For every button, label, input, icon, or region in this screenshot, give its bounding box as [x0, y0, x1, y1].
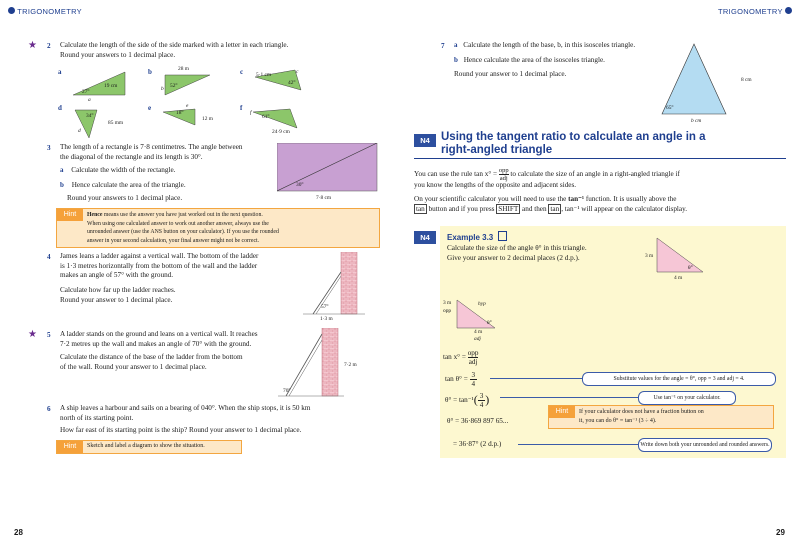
tri-b-var: b — [161, 86, 164, 92]
q4-text: James leans a ladder against a vertical wall. The bottom of the ladder is 1·3 metres horizontally from the bottom of the wall and the ladder makes an angle of 57° with the ground. — [60, 252, 259, 280]
q2-triangles — [55, 62, 375, 144]
ladder-base-q4: 1·3 m — [320, 316, 333, 322]
section-rule — [414, 158, 786, 159]
tan-key: tan — [416, 205, 425, 213]
intro-p2-line2: tan button and if you press SHIFT and then tan , tan⁻¹ will appear on the calculator display. — [416, 205, 688, 213]
isosceles-triangle — [650, 42, 750, 118]
tri-a-side: 19 cm — [104, 83, 118, 89]
triangle-f — [253, 109, 297, 128]
q5-instruction: Calculate the distance of the base of the ladder from the bottom of the wall. Round your answer to 1 decimal place. — [60, 353, 243, 371]
connector-line — [500, 397, 638, 398]
q7-part-b: b Hence calculate the area of the isosceles triangle. — [454, 56, 605, 64]
question-number: 2 — [47, 42, 51, 50]
question-number: 6 — [47, 405, 51, 413]
q7-part-a: a Calculate the length of the base, b, in this isosceles triangle. — [454, 41, 636, 49]
tri-e-angle: 18° — [176, 110, 184, 116]
small-theta: θ° — [487, 320, 492, 326]
running-header-left: TRIGONOMETRY — [8, 7, 82, 16]
tri-b-side: 28 m — [178, 66, 189, 72]
callout-answers: Write down both your unrounded and rounded answers. — [638, 438, 772, 452]
tri-d-var: d — [78, 128, 81, 134]
example-adj: 4 m — [674, 275, 683, 281]
section-tag: N4 — [414, 134, 436, 147]
q6-text: A ship leaves a harbour and sails on a bearing of 040°. When the ship stops, it is 50 km north of its starting point. — [60, 404, 311, 422]
tri-d-letter: d — [58, 104, 62, 112]
isosceles-angle: 65° — [666, 105, 674, 111]
tri-e-var: e — [186, 103, 189, 109]
rect-angle: 30° — [296, 182, 304, 188]
small-opp: 3 m — [443, 300, 452, 306]
hint-tag: Hint — [57, 209, 83, 221]
star-icon: ★ — [28, 329, 37, 340]
callout-tan-inverse: Use tan⁻¹ on your calculator. — [638, 391, 736, 405]
example-tag: N4 — [414, 231, 436, 244]
hint-tag: Hint — [549, 406, 575, 418]
bullet-icon — [8, 7, 15, 14]
tri-f-side: 24·9 cm — [272, 129, 290, 135]
small-hyp: hyp — [478, 301, 486, 307]
hint-box: Hint If your calculator does not have a fraction button on it, you can do θ° = tan⁻¹ (3 ÷ 4). — [548, 405, 774, 429]
hint-box: Hint Hence means use the answer you have just worked out in the next question. When using one calculated answer to work out another answer, always use the unrounded answer (use the ANS button on your calculator). If you use the rounded answer in your second calculation, your final answer might not be correct. — [56, 208, 380, 248]
small-opp-label: opp — [443, 308, 452, 314]
tri-d-side: 85 mm — [108, 120, 124, 126]
calculator-icon — [498, 231, 507, 241]
isosceles-side: 8 cm — [741, 77, 752, 83]
tri-d-angle: 34° — [86, 113, 94, 119]
star-icon: ★ — [28, 40, 37, 51]
page-number-right: 29 — [776, 528, 785, 537]
tri-b-letter: b — [148, 68, 152, 76]
question-number: 7 — [441, 42, 445, 50]
example-prompt: Calculate the size of the angle θ° in this triangle. Give your answer to 2 decimal places (2 d.p.). — [447, 244, 587, 262]
intro-p2: On your scientific calculator you will need to use the tan⁻¹ function. It is usually above the — [414, 195, 677, 203]
hint-tag: Hint — [57, 441, 83, 453]
tri-a-angle: 27° — [82, 89, 90, 95]
tri-a-letter: a — [58, 68, 62, 76]
step-1: tan x° = opp adj — [443, 349, 479, 366]
intro-p1: You can use the rule tan x° = opp adj to calculate the size of an angle in a right-angled triangle if — [414, 167, 680, 182]
tri-a-var: a — [88, 97, 91, 103]
running-header-right: TRIGONOMETRY — [718, 7, 792, 16]
tri-b-angle: 52° — [170, 83, 178, 89]
tri-f-letter: f — [240, 104, 243, 112]
small-adj: 4 m — [474, 329, 483, 335]
callout-substitute: Substitute values for the angle = θ°, opp = 3 and adj = 4. — [582, 372, 776, 386]
rect-length: 7·8 cm — [316, 195, 332, 201]
tri-f-var: f — [250, 110, 252, 116]
q3-round: Round your answers to 1 decimal place. — [67, 194, 183, 202]
step-2: tan θ° = $\frac{3}{4}$ — [445, 371, 476, 388]
q4-instruction: Calculate how far up the ladder reaches. Round your answer to 1 decimal place. — [60, 286, 176, 304]
step-4: θ° = 36·869 897 65... — [447, 417, 509, 425]
q5-text: A ladder stands on the ground and leans on a vertical wall. It reaches 7·2 metres up the wall and makes an angle of 70° with the ground. — [60, 330, 258, 348]
step-3: θ° = tan⁻¹( $\frac{3}{4}$ ) — [445, 392, 490, 409]
q3-part-a: a Calculate the width of the rectangle. — [60, 166, 176, 174]
hint-box: Hint Sketch and label a diagram to show the situation. — [56, 440, 242, 454]
tri-e-letter: e — [148, 104, 152, 112]
rectangle-diagram — [277, 143, 379, 203]
example-triangle — [655, 236, 735, 278]
question-number: 4 — [47, 253, 51, 261]
connector-line — [490, 378, 582, 379]
ladder-height-q5: 7·2 m — [344, 362, 357, 368]
tri-c-letter: c — [240, 68, 244, 76]
intro-p1-line2: you know the lengths of the opposite and adjacent sides. — [414, 181, 577, 189]
ladder-angle-q4: 57° — [321, 304, 329, 310]
connector-line — [518, 444, 638, 445]
q3-text: The length of a rectangle is 7·8 centimetres. The angle between the diagonal of the rectangle and its length is 30°. — [60, 143, 243, 161]
tri-c-angle: 42° — [288, 80, 296, 86]
ladder-diagram-q4 — [295, 252, 375, 326]
bullet-icon — [785, 7, 792, 14]
q6-instruction: How far east of its starting point is the ship? Round your answer to 1 decimal place. — [60, 426, 302, 434]
q2-text: Calculate the length of the side of the side marked with a letter in each triangle. Round your answers to 1 decimal place. — [60, 41, 289, 59]
question-number: 3 — [47, 144, 51, 152]
example-opp: 3 m — [645, 253, 654, 259]
shift-key: SHIFT — [498, 205, 519, 213]
step-5: = 36·87° (2 d.p.) — [453, 440, 502, 448]
example-title: Example 3.3 — [447, 231, 507, 242]
tri-c-var: c — [296, 69, 299, 75]
tan-key: tan — [550, 205, 560, 213]
q3-part-b: b Hence calculate the area of the triangle. — [60, 181, 186, 189]
section-title: Using the tangent ratio to calculate an angle in a right-angled triangle — [441, 131, 706, 156]
isosceles-base: b cm — [691, 118, 702, 124]
page-number-left: 28 — [14, 528, 23, 537]
small-adj-label: adj — [474, 336, 481, 342]
tri-c-side: 5·1 cm — [256, 72, 272, 78]
example-theta: θ° — [688, 265, 693, 271]
tri-e-side: 12 m — [202, 116, 213, 122]
tri-f-angle: 61° — [262, 114, 270, 120]
q7-round: Round your answer to 1 decimal place. — [454, 70, 567, 78]
question-number: 5 — [47, 331, 51, 339]
ladder-angle-q5: 70° — [283, 388, 291, 394]
